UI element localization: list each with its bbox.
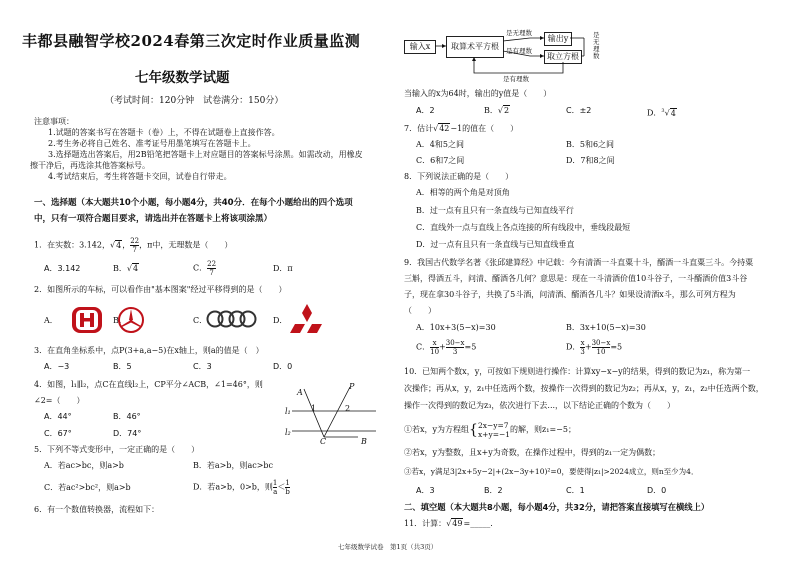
q1-option-b[interactable]: B．√4 — [113, 264, 139, 273]
q6-option-b[interactable]: B．√2 — [484, 106, 510, 115]
section1-heading: 一、选择题（本大题共10个小题，每小题4分，共40分．在每个小题给出的四个选项 — [34, 198, 353, 208]
q10-option-d[interactable]: D．0 — [647, 486, 667, 495]
q10-option-a[interactable]: A．3 — [416, 486, 435, 495]
flow-label-rational-bottom: 是有理数 — [503, 75, 529, 83]
q9-stem-cont: （ ） — [404, 306, 436, 315]
q8-stem: 8．下列说法正确的是（ ） — [404, 172, 514, 181]
flow-input-box: 输入x — [404, 40, 436, 54]
q8-option-d[interactable]: D．过一点有且只有一条直线与已知直线垂直 — [416, 240, 575, 249]
q6-option-c[interactable]: C．±2 — [566, 106, 592, 115]
q10-stem-cont: 操作一次得到的数记为z₃，依次进行下去...，以下结论正确的个数为（ ） — [404, 401, 676, 410]
fig-label-c: C — [320, 437, 327, 446]
exam-title: 丰都县融智学校2024春第三次定时作业质量监测 — [22, 32, 361, 50]
note-item: 3.选择题选出答案后，用2B铅笔把答题卡上对应题目的答案标号涂黑。如需改动，用橡皮 — [48, 150, 363, 159]
notes-heading: 注意事项： — [34, 117, 74, 126]
q2-option-d[interactable]: D． — [273, 316, 288, 325]
flow-sqrt-box: 取算术平方根 — [446, 36, 504, 58]
note-item: 4.考试结束后，考生将答题卡交回，试卷自行带走。 — [48, 172, 232, 181]
fig-label-b: B — [361, 437, 367, 446]
section1-heading-cont: 中，只有一项符合题目要求，请选出并在答题卡上将该项涂黑） — [34, 214, 273, 224]
flow-label-side: 是无理数 — [593, 31, 600, 60]
q2-option-a[interactable]: A． — [44, 316, 58, 325]
q5-option-b[interactable]: B．若a>b，则ac>bc — [193, 461, 274, 470]
flow-label-irrational: 是无理数 — [506, 29, 532, 37]
note-item: 2.考生务必将自己姓名、准考证号用墨笔填写在答题卡上。 — [48, 139, 256, 148]
q10-option-b[interactable]: B．2 — [484, 486, 503, 495]
q7-option-d[interactable]: D．7和8之间 — [566, 156, 615, 165]
q10-stem: 10．已知两个数x，y，可按如下规则进行操作：计算xy−x−y的结果，得到的数记为z₁，称为第一 — [404, 367, 751, 376]
fig-label-angle1: 1 — [311, 404, 317, 413]
note-item: 擦干净后，再选涂其他答案标号。 — [30, 161, 150, 170]
q7-option-a[interactable]: A．4和5之间 — [416, 140, 464, 149]
q4-option-c[interactable]: C．67° — [44, 429, 72, 438]
q3-stem: 3．在直角坐标系中，点P(3+a,a−5)在x轴上，则a的值是（ ） — [34, 346, 264, 355]
q11-stem: 11．计算：√49=_____. — [404, 519, 493, 528]
q9-stem-cont: 子，现在拿30斗谷子，共换了5斗酒，问清酒、醑酒各几斗？如果设清酒x斗，那么可列方程为 — [404, 290, 736, 299]
q3-option-c[interactable]: C．3 — [193, 362, 212, 371]
q8-option-a[interactable]: A．相等的两个角是对顶角 — [416, 188, 510, 197]
exam-info: （考试时间：120分钟 试卷满分：150分） — [105, 96, 284, 106]
note-item: 1.试题的答案书写在答题卡（卷）上，不得在试题卷上直接作答。 — [48, 128, 280, 137]
q5-option-a[interactable]: A．若ac>bc，则a>b — [44, 461, 124, 470]
q1-option-c[interactable]: C． $\frac{22}{7}$ — [193, 260, 217, 277]
q5-option-c[interactable]: C．若ac²>bc²，则a>b — [44, 483, 131, 492]
q10-option-c[interactable]: C．1 — [566, 486, 585, 495]
q4-option-d[interactable]: D．74° — [113, 429, 142, 438]
q2-option-c[interactable]: C． — [193, 316, 208, 325]
q8-option-c[interactable]: C．直线外一点与直线上各点连接的所有线段中，垂线段最短 — [416, 223, 631, 232]
fig-label-a: A — [297, 388, 303, 397]
q1-option-a[interactable]: A．3.142 — [44, 264, 81, 273]
q3-option-b[interactable]: B．5 — [113, 362, 132, 371]
q10-statement-3: ③若x，y满足3|2x+5y−2|+(2x−3y+10)²=0，要使得|z₁|>2024成立，则n至少为4． — [404, 467, 699, 476]
q6-option-a[interactable]: A．2 — [416, 106, 435, 115]
honda-logo-icon — [70, 305, 104, 335]
flow-label-rational: 是有理数 — [506, 47, 532, 55]
q7-stem: 7．估计√42−1的值在（ ） — [404, 124, 519, 133]
flow-output-box: 输出y — [544, 32, 572, 46]
page-footer: 七年级数学试卷 第1页（共3页） — [338, 543, 438, 551]
fig-label-l1: l₁ — [285, 407, 291, 416]
section2-heading: 二、填空题（本大题共8小题，每小题4分，共32分，请把答案直接填写在横线上） — [404, 502, 710, 512]
q6-prompt: 当输入的x为64时，输出的y值是（ ） — [404, 89, 552, 98]
q4-stem-cont: ∠2=（ ） — [34, 396, 85, 405]
q6-option-d[interactable]: D．$^3$√4 — [647, 108, 676, 118]
q2-option-b[interactable]: B． — [113, 316, 127, 325]
q7-option-c[interactable]: C．6和7之间 — [416, 156, 465, 165]
q9-option-c[interactable]: C． $\frac{x}{10}$ + $\frac{30-x}{3}$ =5 — [416, 339, 477, 356]
q10-stem-cont: 次操作；再从x，y，z₁中任选两个数，按操作一次得到的数记为z₂；再从x，y，z₁，z₂中任选两个数， — [404, 384, 764, 393]
exam-subtitle: 七年级数学试题 — [135, 70, 230, 86]
fig-label-angle2: 2 — [345, 404, 351, 413]
q3-option-d[interactable]: D．0 — [273, 362, 293, 371]
mercedes-logo-icon — [116, 305, 146, 335]
q4-option-b[interactable]: B．46° — [113, 412, 141, 421]
fig-label-p: P — [349, 382, 355, 391]
audi-logo-icon — [206, 308, 256, 330]
q10-statement-1: ①若x，y为方程组{ 2x−y=7 x+y=−1 的解，则z₁=−5； — [404, 421, 576, 439]
mitsubishi-logo-icon — [290, 303, 324, 335]
q4-option-a[interactable]: A．44° — [44, 412, 72, 421]
q10-statement-2: ②若x，y为整数，且x+y为奇数，在操作过程中，得到的z₁一定为偶数； — [404, 448, 661, 457]
q1-stem: 1．在实数：3.142，√4， $\frac{22}{7}$ ，π中，无理数是（ ） — [34, 237, 233, 254]
q9-option-b[interactable]: B．3x+10(5−x)=30 — [566, 323, 646, 332]
q4-stem: 4．如图，l₁∥l₂，点C在直线l₂上，CP平分∠ACB，∠1=46°，则 — [34, 380, 263, 389]
q9-stem: 9．我国古代数学名著《张邱建算经》中记载：今有清酒一斗直粟十斗，醑酒一斗直粟三斗。今持粟 — [404, 258, 754, 267]
q2-stem: 2．如图所示的车标，可以看作由"基本图案"经过平移得到的是（ ） — [34, 285, 287, 294]
flow-cube-box: 取立方根 — [544, 50, 582, 64]
q8-option-b[interactable]: B．过一点有且只有一条直线与已知直线平行 — [416, 206, 574, 215]
q1-option-d[interactable]: D．π — [273, 264, 293, 273]
q9-option-a[interactable]: A．10x+3(5−x)=30 — [416, 323, 496, 332]
q9-stem-cont: 三斛，得酒五斗，问清、醑酒各几何？意思是：现在一斗清酒价值10斗谷子，一斗醑酒价值3斗谷 — [404, 274, 748, 283]
q5-stem: 5．下列不等式变形中，一定正确的是（ ） — [34, 445, 200, 454]
q3-option-a[interactable]: A．−3 — [44, 362, 70, 371]
q9-option-d[interactable]: D． $\frac{x}{3}$ + $\frac{30-x}{10}$ =5 — [566, 339, 623, 356]
q5-option-d[interactable]: D．若a>b，0>b，则 $\frac{1}{a}$ ＜ $\frac{1}{b}$ — [193, 479, 290, 496]
q6-stem: 6．有一个数值转换器，流程如下： — [34, 505, 160, 514]
fig-label-l2: l₂ — [285, 428, 291, 437]
q7-option-b[interactable]: B．5和6之间 — [566, 140, 615, 149]
